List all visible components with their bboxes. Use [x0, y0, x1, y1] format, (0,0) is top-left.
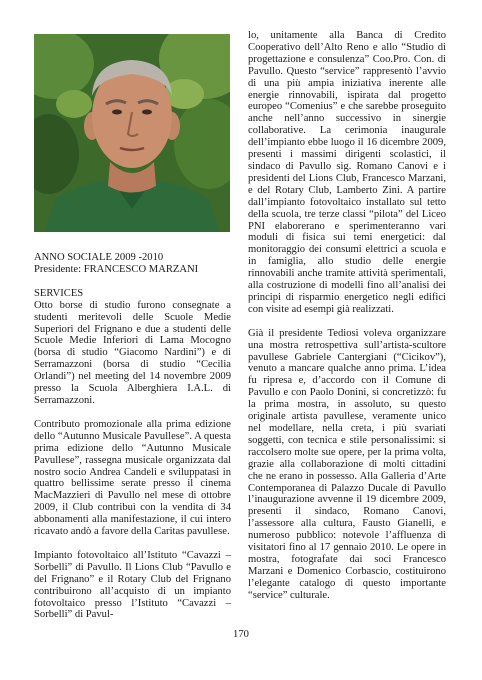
president-line: Presidente: FRANCESCO MARZANI [34, 263, 199, 275]
paragraph-photovoltaic-cont: lo, unitamente alla Banca di Credito Cooperativo dell’Alto Reno e allo “Studio di progettazione e consulenza” Coo.Pro. Con. di Pavullo. Questo “service” rappresentò l’avvio di una più ampia iniziativa inerente alle energie rinnovabili, ispirata dal progetto europeo “Comenius” e che sarebbe proseguito anche nell’anno successivo in sinergie collaborative. La cerimonia inaugurale dell’impianto ebbe luogo il 16 dicembre 2009, presenti i massimi dirigenti scolastici, il sindaco di Pavullo sig. Romano Canovi e i presidenti del Lions Club, Francesco Marzani, e del Rotary Club, Lamberto Zini. A partire dall’impianto fotovoltaico installato sul tetto della scuola, tre terze classi “pilota” del Liceo PNI elaborerano e sperimenteranno vari moduli di fisica sui temi energetici: dal monitoraggio dei consumi elettrici a scuola e in famiglia, allo studio delle energie rinnovabili anche tramite attività sperimentali, alla costruzione di modelli fino all’analisi dei principi di risparmio energetico negli edifici con visite ad esempi già realizzati. [248, 30, 446, 315]
social-year: ANNO SOCIALE 2009 -2010 [34, 252, 164, 263]
paragraph-music-autumn: Contributo promozionale alla prima edizione dello “Autunno Musicale Pavullese”. A questa prima edizione dello “Autunno Musicale Pavullese”, rassegna musicale organizzata dal nostro socio Andrea Candeli e sviluppatasi in quattro bellissime serate presso il cinema MacMazzieri di Pavullo nel mese di ottobre 2009, il Club contribuì con la vendita di 34 abbonamenti alla manifestazione, il cui intero ricavato andò a favore della Caritas pavullese. [34, 418, 231, 538]
paragraph-photovoltaic: Impianto fotovoltaico all’Istituto “Cavazzi – Sorbelli” di Pavullo. Il Lions Club “Pavullo e del Frignano” e il Rotary Club del Frignano contribuirono all’acquisto di un impianto fotovoltaico presso l’Istituto “Cavazzi – Sorbelli” di Pavul- [34, 549, 231, 621]
paragraph-exhibition: Già il presidente Tediosi voleva organizzare una mostra retrospettiva sull’artista-scultore pavullese Gabriele Cantergiani (“Cicikov”), venuto a mancare qualche anno prima. L’idea fu ripresa e, d’accordo con il Comune di Pavullo e con Paolo Donini, si concretizzò: fu la prima mostra, in assoluto, su questo originale artista pavullese, veramente unico nel modellare, nella creta, i più svariati soggetti, con tecnica e stile personalissimi: si raccolsero molte sue opere, per la prima volta, grazie alla collaborazione di molti cittadini che ne erano in possesso. Alla Galleria d’Arte Contemporanea di Palazzo Ducale di Pavullo l’inaugurazione avvenne il 19 dicembre 2009, presenti il sindaco, Romano Canovi, l’assessore alla cultura, Fausto Gianelli, e numeroso pubblico: notevole l’affluenza di visitatori fino al 17 gennaio 2010. Le opere in mostra, fotografate dai soci Francesco Marzani e Domenico Corbascio, costituirono l’elegante catalogo di questo importante “service” culturale. [248, 327, 446, 601]
section-heading: SERVICES [34, 287, 84, 299]
portrait-illustration [34, 34, 230, 232]
left-column [34, 252, 231, 633]
page-number: 170 [233, 629, 249, 640]
right-column [248, 30, 446, 614]
paragraph-scholarships: Otto borse di studio furono consegnate a studenti meritevoli delle Scuole Medie Superiori del Frignano e due a studenti delle Scuole Medie Inferiori di Lama Mocogno (borsa di studio “Giacomo Nardini”) e di Serramazzoni (borsa di studio “Cecilia Orlandi”) nel meeting del 14 novembre 2009 presso la Scuola Alberghiera I.A.L. di Serramazzoni. [34, 299, 231, 406]
portrait-photo [34, 34, 230, 232]
